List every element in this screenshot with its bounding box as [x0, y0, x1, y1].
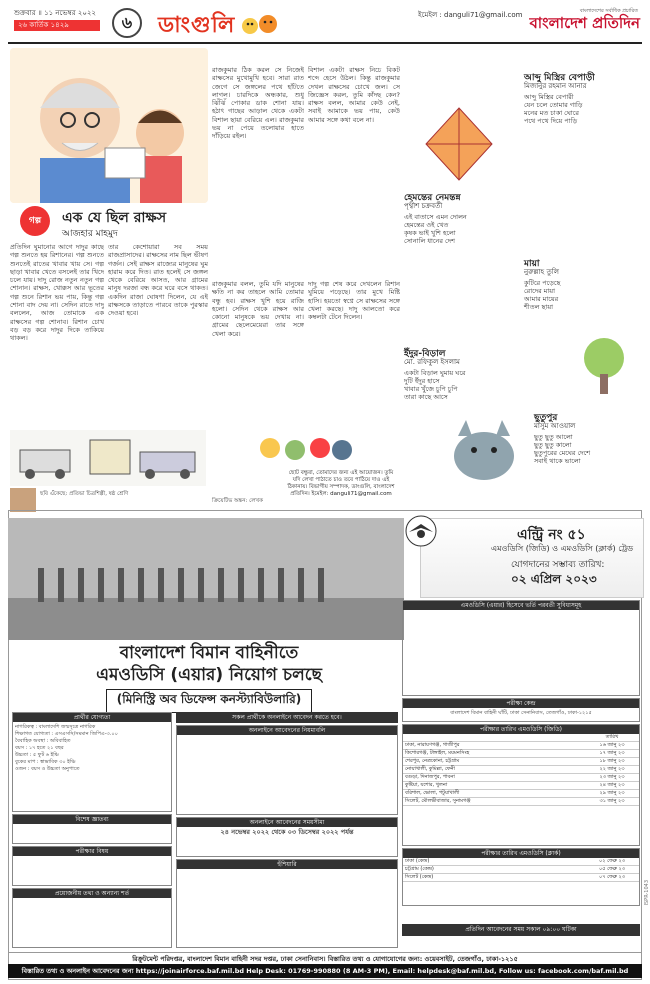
gd-schedule-table [402, 724, 640, 846]
poem-line: মনের মত চাকা ঘোরে [524, 109, 579, 118]
poem-title: ছুতুপুর [534, 413, 558, 423]
date-line-bangla: ২৬ কার্তিক ১৪২৯ [14, 20, 100, 31]
poem-line: ছুতু ছুতু কালো [534, 440, 572, 449]
header-divider [8, 42, 642, 44]
ad-headline-1: বাংলাদেশ বিমান বাহিনীতে [119, 643, 299, 663]
qualification-item: বুকের মাপ : স্বাভাবিক ৩০ ইঞ্চি [15, 759, 76, 765]
paper-tagline: বাংলাদেশের সর্বাধিক প্রচারিত [579, 8, 638, 14]
gd-schedule-title: পরীক্ষার তারিখ এমওডিসি (জিডি) [403, 725, 639, 734]
poem-line: কুটিরে পড়েছে [524, 278, 561, 287]
poem-title: হেমন্তের নেমন্তন্ন [404, 193, 461, 203]
date-line: শুক্রবার ॥ ১১ নভেম্বর ২০২২ [14, 9, 96, 17]
poem-line: সোনালি ধানের দেশ [404, 237, 455, 246]
date-cell: ২২ জানু ২৩ [599, 766, 625, 772]
drawing-figure [10, 430, 206, 486]
table-header-row [403, 734, 639, 742]
poem-line: যেন চলে তোমার গাড়ি [524, 100, 583, 109]
section-info-box [212, 430, 400, 506]
entry-info-box [420, 518, 644, 598]
deadline-text: ২৪ নভেম্বর ২০২২ থেকে ০৩ ডিসেম্বর ২০২২ পর্যন্ত [220, 828, 354, 836]
poem-title: ইঁদুর-বিড়াল [404, 349, 446, 359]
district-cell: নোয়াখালী, কুমিল্লা, ফেনী [405, 766, 455, 772]
table-row [403, 858, 639, 866]
story-illustration [10, 48, 208, 203]
table-row [403, 742, 639, 750]
poem-line: শীতল ছায়া [524, 303, 554, 312]
drawing-caption: ছবি এঁকেছে: প্রতিভা চিত্রশিল্পী, ষষ্ঠ শ্রেণি [40, 491, 129, 497]
tree-icon [574, 336, 634, 396]
district-cell: কুষ্টিয়া, যশোর, খুলনা [405, 782, 448, 788]
table-row [403, 798, 639, 806]
date-cell: ৩১ জানু ২৩ [599, 798, 625, 804]
story-column-4: বিশাল একটা রাক্ষস নিচে বিকট শব্দে হেসে উঠল। কিন্তু রাজকুমার দেখল রাক্ষসের চোখে জল। সে জিজ্ঞেস করল, তুমি কাঁদছ কেন? রাক্ষস বলল, আমার কেউ নেই, সবাই আমাকে ভয় পায়, কেউ আমার সঙ্গে কথা বলে না। [308, 66, 400, 124]
ad-footer-address: রিক্রুটমেন্ট পরিদপ্তর, বাংলাদেশ বিমান বাহিনী সদর দপ্তর, ঢাকা সেনানিবাস। বিস্তারিত তথ্য ও যোগাযোগের জন্য: ওয়েবসাইট, তেজগাঁও, ঢাকা-১২১৫ [8, 952, 642, 964]
date-cell: ০৫ ফেব্রু ২৩ [598, 866, 625, 872]
poem-line: ছুতু ছুতু আলো [534, 432, 573, 441]
application-hours-bar: প্রতিদিন আবেদনের সময় সকাল ০৯:০০ ঘটিকা [402, 924, 640, 936]
section-contact-info: ছোট বন্ধুরা, তোমাদের জন্য এই আয়োজন। তুমি যদি লেখা পাঠাতে চাও তবে পাঠিয়ে দাও এই ঠিকানায়। বিভাগীয় সম্পাদক, ডাংগুলি, বাংলাদেশ প্রতিদিন। ইমেইল: danguli71@gmail.com [287, 470, 395, 497]
ad-headline-3: (মিনিস্ট্রি অব ডিফেন্স কনস্ট্যাবিউলারি) [106, 689, 312, 713]
poem-author: মো. রফিকুল ইসলাম [404, 358, 460, 367]
poem-author: পৃথ্বীশ চক্রবর্তী [404, 202, 443, 211]
table-row [403, 790, 639, 798]
poem-line: একটা বিড়াল ঘুমায় ঘরে [404, 368, 466, 377]
entry-number: এন্ট্রি নং ৫১ [517, 527, 586, 543]
kids-cartoon-icon [250, 430, 360, 466]
story-author: আজহার মাহমুদ [62, 229, 118, 239]
exam-center-text: বাংলাদেশ বিমান বাহিনী ঘাঁটি, ঢাকা সেনানিবাস, তেজগাঁও, ঢাকা-১২১৫ [450, 710, 592, 716]
join-date: ০২ এপ্রিল ২০২৩ [511, 572, 597, 586]
story-column-1: প্রতিদিন ঘুমানোর আগে দাদুর কাছে গল্প শুনতে হয় রিশানের। গল্প শুনতে শুনতেই রাতের খাবার খায় সে। গল্প ছাড়া খাবার খেতে বসলেই তার খিদে চলে যায়। দাদু রোজ নতুন নতুন গল্প শোনান। রাক্ষস, খোক্কস আর ভূতের গল্প শুনে রিশান ভয় পায়, কিন্তু গল্প শোনা বাদ দেয় না। সেদিন রাতে দাদু বললেন, আজ তোমাকে এক রাক্ষসের গল্প শোনাব। রিশান চোখ বড় বড় করে দাদুর দিকে তাকিয়ে থাকল। [10, 243, 104, 343]
exam-center-box [402, 698, 640, 722]
story-continued-4: দাদু গল্প শেষ করে দেখলেন রিশান ঘুমিয়ে পড়েছে। তার মুখে মিষ্টি হাসি। হয়তো স্বপ্নে সে রাক্ষসের সঙ্গে খেলা করছে। দাদু আলতো করে কম্বলটা টেনে দিলেন। [308, 280, 400, 322]
date-column-header: তারিখ [605, 734, 619, 740]
entry-trade: এমওডিসি (জিডি) ও এমওডিসি (ক্লার্ক) ট্রেড [491, 544, 634, 553]
special-notes-box [12, 814, 172, 844]
date-cell: ২৯ জানু ২৩ [599, 790, 625, 796]
newspaper-logo: বাংলাদেশ প্রতিদিন [529, 14, 640, 32]
page-number: ৬ [112, 8, 142, 38]
date-cell: ০৭ ফেব্রু ২৩ [598, 874, 626, 880]
date-cell: ২৩ জানু ২৩ [599, 774, 625, 780]
qualification-item: শিক্ষাগত যোগ্যতা : এসএসসি/সমমান জিপিএ-৩.০০ [15, 731, 118, 737]
table-row [403, 774, 639, 782]
ad-headline [24, 642, 394, 706]
ad-footer-contact: বিস্তারিত তথ্য ও অনলাইন আবেদনের জন্য https://joinairforce.baf.mil.bd Help Desk: 01769-990880 (8 AM-3 PM), Email: helpdesk@baf.mil.bd, Follow us: facebook.com/baf.mil.bd [8, 964, 642, 978]
poem-4 [404, 350, 514, 402]
poem-line: সবাই থাকে ভালো [534, 457, 581, 466]
poem-line: ছুতুপুরের মেঘের দেশে [534, 449, 591, 458]
section-email: ইমেইল : danguli71@gmail.com [418, 11, 523, 19]
photo-caption: ক্রিয়েটিভ অঙ্কন: লেখক [212, 498, 263, 504]
poem-line: হেমন্তের ওই খেত [404, 220, 449, 229]
documents-box [12, 888, 172, 948]
poem-line: এই বাতাসে এমন দোলন [404, 212, 467, 221]
poem-line: পথে পথে দিয়ে পাড়ি [524, 117, 578, 126]
poem-3 [524, 260, 640, 312]
cat-mouse-cartoon-icon [444, 416, 524, 486]
cartoon-animals-icon [240, 12, 280, 36]
poem-line: খাবার খুঁজে চুপি চুপি [404, 385, 458, 394]
center-cell: সিলেট (কেন্দ্র) [405, 874, 434, 880]
poem-line: আমার মায়ের [524, 295, 559, 304]
date-cell: ১৬ জানু ২৩ [599, 742, 625, 748]
facilities-box [402, 600, 640, 696]
online-apply-notice: সকল প্রার্থীকে অনলাইনে আবেদন করতে হবে। [176, 712, 398, 723]
poem-2 [404, 194, 514, 246]
district-cell: বগুড়া, দিনাজপুর, পাবনা [405, 774, 455, 780]
story-continued-3: রাজকুমার বলল, তুমি যদি মানুষের ক্ষতি না কর তাহলে আমি তোমার বন্ধু হব। রাক্ষস খুশি হয়ে রাজি হলো। সেদিন থেকে রাক্ষস আর কোনো মানুষকে ভয় দেখায় না। গ্রামের ছেলেমেয়েরা তার সঙ্গে খেলা করে। [212, 280, 304, 338]
poem-line: দুটি ইঁদুর হাসে [404, 376, 440, 385]
child-drawing [10, 430, 206, 486]
district-cell: শেরপুর, নেত্রকোনা, চট্টগ্রাম [405, 758, 460, 764]
table-row [403, 866, 639, 874]
center-cell: ঢাকা (কেন্দ্র) [405, 858, 430, 864]
poem-author: মিজানুর রহমান আনার [524, 82, 587, 91]
exam-subjects-title: পরীক্ষার বিষয় [13, 847, 171, 856]
clerk-schedule-table [402, 848, 640, 906]
section-title: ডাংগুলি [158, 12, 236, 38]
poem-author: নুরুল্লাহ তুলি [524, 268, 559, 277]
grandpa-child-illustration [10, 48, 208, 203]
table-row [403, 766, 639, 774]
table-row [403, 874, 639, 882]
warning-title: হুঁশিয়ারি [177, 860, 397, 869]
date-block [14, 9, 100, 31]
poem-title: আব্দু মিস্ত্রির বেপাড়ী [524, 73, 595, 83]
date-cell: ০২ ফেব্রু ২৩ [598, 858, 626, 864]
qualification-item: উচ্চতা : ৫ ফুট ৬ ইঞ্চি [15, 752, 60, 758]
qualification-list [13, 722, 171, 775]
story-column-2: তার কেশোয়ারা সব সময় রাজপ্রাসাদের। রাক্ষসের নাম ছিল ভীষণ গর্জন। সেই রাক্ষস রাজ্যের মানুষের ঘুম হারাম করে দিত। রাত হলেই সে জঙ্গল থেকে বেরিয়ে আসত, আর গ্রামের মানুষ দরজা বন্ধ করে ঘরে বসে থাকত। একদিন রাজা ঘোষণা দিলেন, যে এই রাক্ষসকে তাড়াতে পারবে তাকে পুরস্কার দেওয়া হবে। [108, 243, 208, 318]
district-cell: কিশোরগঞ্জ, টাঙ্গাইল, ময়মনসিংহ [405, 750, 470, 756]
story-heading [10, 204, 210, 240]
poem-author: মাসুম আওয়াল [534, 422, 576, 431]
qualification-item: ওজন : বয়স ও উচ্চতা অনুপাতে [15, 766, 80, 772]
date-cell: ১৭ জানু ২৩ [599, 750, 625, 756]
parade-photo [8, 518, 404, 640]
poems-column [404, 66, 640, 506]
table-row [403, 782, 639, 790]
poem-line: তারা কাছে আসে [404, 393, 448, 402]
clerk-schedule-title: পরীক্ষার তারিখ এমওডিসি (ক্লার্ক) [403, 849, 639, 858]
table-row [403, 758, 639, 766]
poem-5 [534, 414, 640, 466]
center-cell: চট্টগ্রাম (কেন্দ্র) [405, 866, 434, 872]
qualification-item: নাগরিকত্ব : বাংলাদেশি জন্মসূত্রে নাগরিক [15, 724, 96, 730]
poem-line: রোদের মায়া [524, 286, 555, 295]
ad-headline-2: এমওডিসি (এয়ার) নিয়োগ চলছে [96, 665, 322, 685]
date-cell: ২৪ জানু ২৩ [599, 782, 625, 788]
date-cell: ১৮ জানু ২৩ [599, 758, 625, 764]
kite-icon [424, 106, 494, 186]
exam-subjects-box [12, 846, 172, 886]
online-rules-box [176, 725, 398, 815]
documents-title: প্রয়োজনীয় তথ্য ও অন্যান্য শর্ত [13, 889, 171, 898]
poem-1 [524, 74, 640, 126]
air-force-emblem-icon [404, 514, 438, 548]
district-cell: ঢাকা, নারায়ণগঞ্জ, গাজীপুর [405, 742, 460, 748]
special-notes-title: বিশেষ জ্ঞাতব্য [13, 815, 171, 824]
qualification-table [12, 712, 172, 812]
exam-center-title: পরীক্ষা কেন্দ্র [403, 699, 639, 708]
artist-photo [10, 488, 36, 512]
poem-title: মায়া [524, 259, 540, 269]
deadline-box [176, 817, 398, 857]
qualification-title: প্রার্থীর যোগ্যতা [13, 713, 171, 722]
story-title: এক যে ছিল রাক্ষস [62, 210, 167, 226]
deadline-title: অনলাইনে আবেদনের সময়সীমা [177, 818, 397, 827]
district-cell: বরিশাল, ভোলা, পটুয়াখালী [405, 790, 460, 796]
warning-box [176, 859, 398, 948]
parade-image [8, 518, 404, 640]
online-rules-title: অনলাইনে আবেদনের নিয়মাবলি [177, 726, 397, 735]
table-row [403, 750, 639, 758]
facilities-title: এমওডিসি (এয়ার) হিসেবে ভর্তি পরবর্তী সুবিধাসমূহ [403, 601, 639, 610]
district-cell: সিলেট, মৌলভীবাজার, সুনামগঞ্জ [405, 798, 471, 804]
qualification-item: বৈবাহিক অবস্থা : অবিবাহিত [15, 738, 71, 744]
ad-id: ISPR-1043 [644, 880, 650, 906]
qualification-item: বয়স : ১৭ হতে ২১ বছর [15, 745, 64, 751]
poem-line: আব্দু মিস্ত্রির বেপারী [524, 92, 574, 101]
story-badge: গল্প [20, 206, 50, 236]
join-label: যোগদানের সম্ভাব্য তারিখ: [511, 560, 605, 570]
poem-line: কৃষক ভাই খুশি হলো [404, 229, 456, 238]
story-column-3: রাজকুমার ঠিক করল সে নিজেই রাক্ষসের মুখোমুখি হবে। সারা রাত জেগে সে জঙ্গলের পথে হাঁটতে লাগল। চারদিকে অন্ধকার, শুধু ঝিঁঝিঁ পোকার ডাক শোনা যায়। হঠাৎ গাছের আড়াল থেকে একটা বিশাল ছায়া বেরিয়ে এল। রাজকুমার ভয় না পেয়ে তলোয়ার হাতে দাঁড়িয়ে রইল। [212, 66, 304, 141]
